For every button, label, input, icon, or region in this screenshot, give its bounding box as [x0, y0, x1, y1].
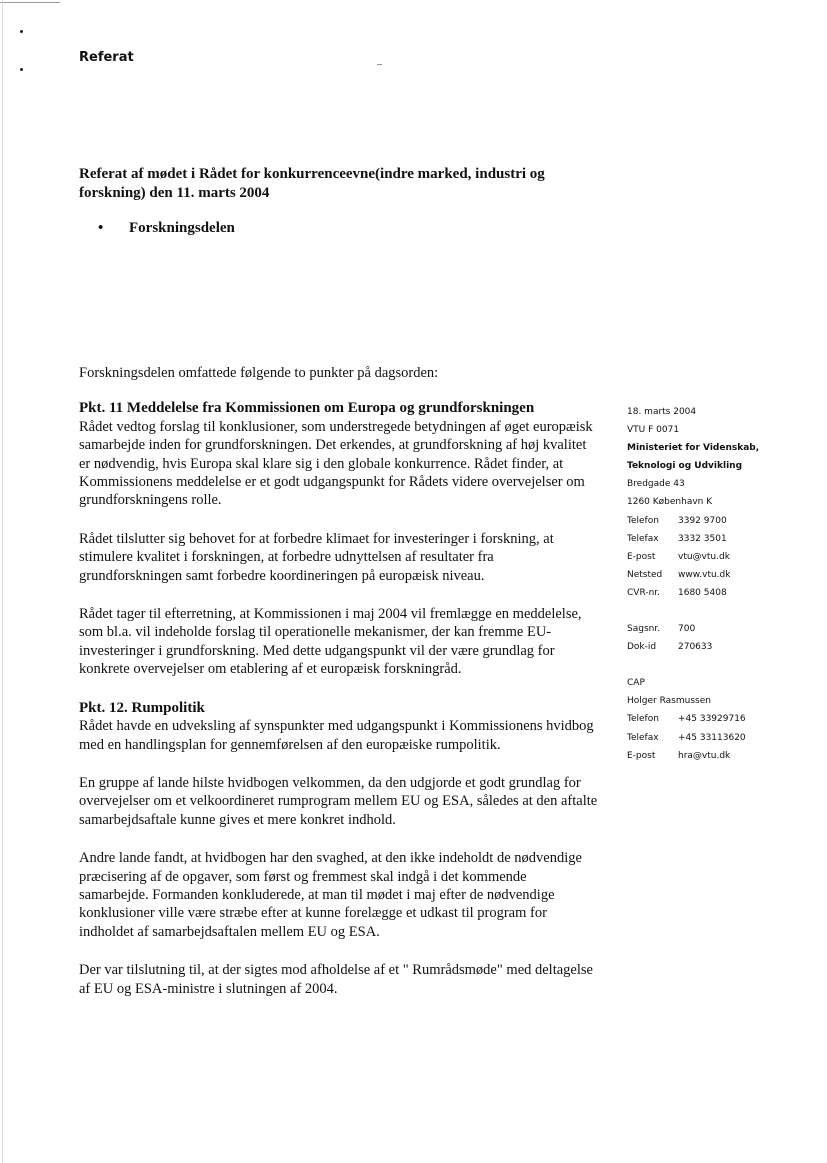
document-type-label: Referat	[79, 50, 134, 65]
sidebar-organisation: Teknologi og Udvikling	[627, 461, 743, 472]
person-contact-row	[627, 747, 822, 765]
contact-value: hra@vtu.dk	[678, 750, 731, 761]
contact-value: 3392 9700	[678, 515, 727, 526]
contact-row	[627, 512, 822, 530]
contact-label: E-post	[627, 750, 656, 761]
case-row	[627, 638, 822, 656]
contact-value: 3332 3501	[678, 533, 727, 544]
case-value: 700	[678, 624, 696, 635]
sidebar-street: Bredgade 43	[627, 479, 685, 490]
bullet-icon: •	[98, 220, 104, 236]
body-paragraph: Der var tilslutning til, at der sigtes mod afholdelse af et " Rumrådsmøde" med deltagelse af EU og ESA-ministre i slutningen af 2004.	[79, 962, 593, 997]
section-bullet	[98, 220, 235, 237]
sidebar-organisation: Ministeriet for Videnskab,	[627, 443, 760, 454]
body-paragraph: Andre lande fandt, at hvidbogen har den svaghed, at den ikke indeholdt de nødvendige præcisering af de opgaver, som først og fremmest skal indgå i det kommende samarbejde. Formanden konkluderede, at man til mødet i maj efter de nødvendige konklusioner ville være stræbe efter at kunne forelægge et udkast til program for indholdet af samarbejdsaftalen mellem EU og ESA.	[79, 850, 582, 940]
document-title: Referat af mødet i Rådet for konkurrenceevne(indre marked, industri og forskning) den 11. marts 2004	[79, 166, 545, 201]
scan-mark	[377, 64, 382, 65]
contact-value: www.vtu.dk	[678, 569, 731, 580]
contact-label: Netsted	[627, 569, 663, 580]
body-paragraph: En gruppe af lande hilste hvidbogen velkommen, da den udgjorde et godt grundlag for overvejelser om et velkoordineret rumprogram mellem EU og ESA, således at den aftalte samarbejdsaftale kunne gives et mere konkret indhold.	[79, 774, 598, 828]
sidebar-initials: CAP	[627, 678, 645, 689]
body-paragraph: Rådet tager til efterretning, at Kommissionen i maj 2004 vil fremlægge en meddelelse, som bl.a. vil indeholde forslag til operationelle mekanismer, der kan fremme EU-investeringer i grundforskning. Med dette udgangspunkt vil der være grundlag for konkrete overvejelser om etablering af et europæisk forskningråd.	[79, 606, 582, 678]
case-label: Sagsnr.	[627, 624, 661, 635]
contact-label: Telefon	[627, 515, 659, 526]
pkt11-heading: Pkt. 11 Meddelelse fra Kommissionen om Europa og grundforskningen	[79, 400, 535, 417]
case-value: 270633	[678, 642, 713, 653]
section-bullet-text: Forskningsdelen	[129, 220, 235, 236]
scan-edge-line	[2, 0, 3, 1163]
contact-row	[627, 566, 822, 584]
person-contact-row	[627, 729, 822, 747]
contact-label: Telefax	[627, 732, 659, 743]
document-body	[79, 364, 599, 1018]
pkt12-heading: Pkt. 12. Rumpolitik	[79, 699, 205, 716]
scan-dot	[20, 68, 23, 71]
intro-paragraph: Forskningsdelen omfattede følgende to punkter på dagsorden:	[79, 365, 439, 381]
contact-label: Telefon	[627, 714, 659, 725]
person-contact-row	[627, 710, 822, 728]
contact-value: +45 33929716	[678, 714, 746, 725]
contact-row	[627, 584, 822, 602]
contact-label: Telefax	[627, 533, 659, 544]
contact-value: vtu@vtu.dk	[678, 551, 730, 562]
body-paragraph: Rådet tilslutter sig behovet for at forbedre klimaet for investeringer i forskning, at stimulere kvalitet i forskningen, at forbedre udnyttelsen af resultater fra grundforskningen samt forbedre koordineringen på europæisk niveau.	[79, 530, 554, 584]
sender-info-sidebar	[627, 403, 822, 765]
sidebar-person: Holger Rasmussen	[627, 696, 711, 707]
sidebar-date: 18. marts 2004	[627, 407, 697, 417]
contact-value: +45 33113620	[678, 732, 746, 743]
contact-row	[627, 530, 822, 548]
sidebar-city: 1260 København K	[627, 497, 713, 508]
contact-value: 1680 5408	[678, 587, 727, 598]
case-label: Dok-id	[627, 642, 657, 653]
sidebar-reference: VTU F 0071	[627, 425, 680, 436]
contact-label: E-post	[627, 551, 656, 562]
scan-dot	[20, 30, 23, 33]
body-paragraph: Rådet vedtog forslag til konklusioner, som understregede betydningen af øget europæisk samarbejde inden for grundforskningen. Det erkendes, at grundforskning af høj kvalitet er nødvendig, hvis Europa skal klare sig i den globale konkurrence. Rådet finder, at Kommissionens meddelelse er et godt udgangspunkt for Rådets videre overvejelser om grundforskningens rolle.	[79, 418, 593, 509]
body-paragraph: Rådet havde en udveksling af synspunkter med udgangspunkt i Kommissionens hvidbog med en handlingsplan for gennemførelsen af den europæiske rumpolitik.	[79, 718, 594, 753]
contact-label: CVR-nr.	[627, 587, 661, 598]
page-edge-line	[0, 2, 60, 3]
case-row	[627, 620, 822, 638]
contact-row	[627, 548, 822, 566]
